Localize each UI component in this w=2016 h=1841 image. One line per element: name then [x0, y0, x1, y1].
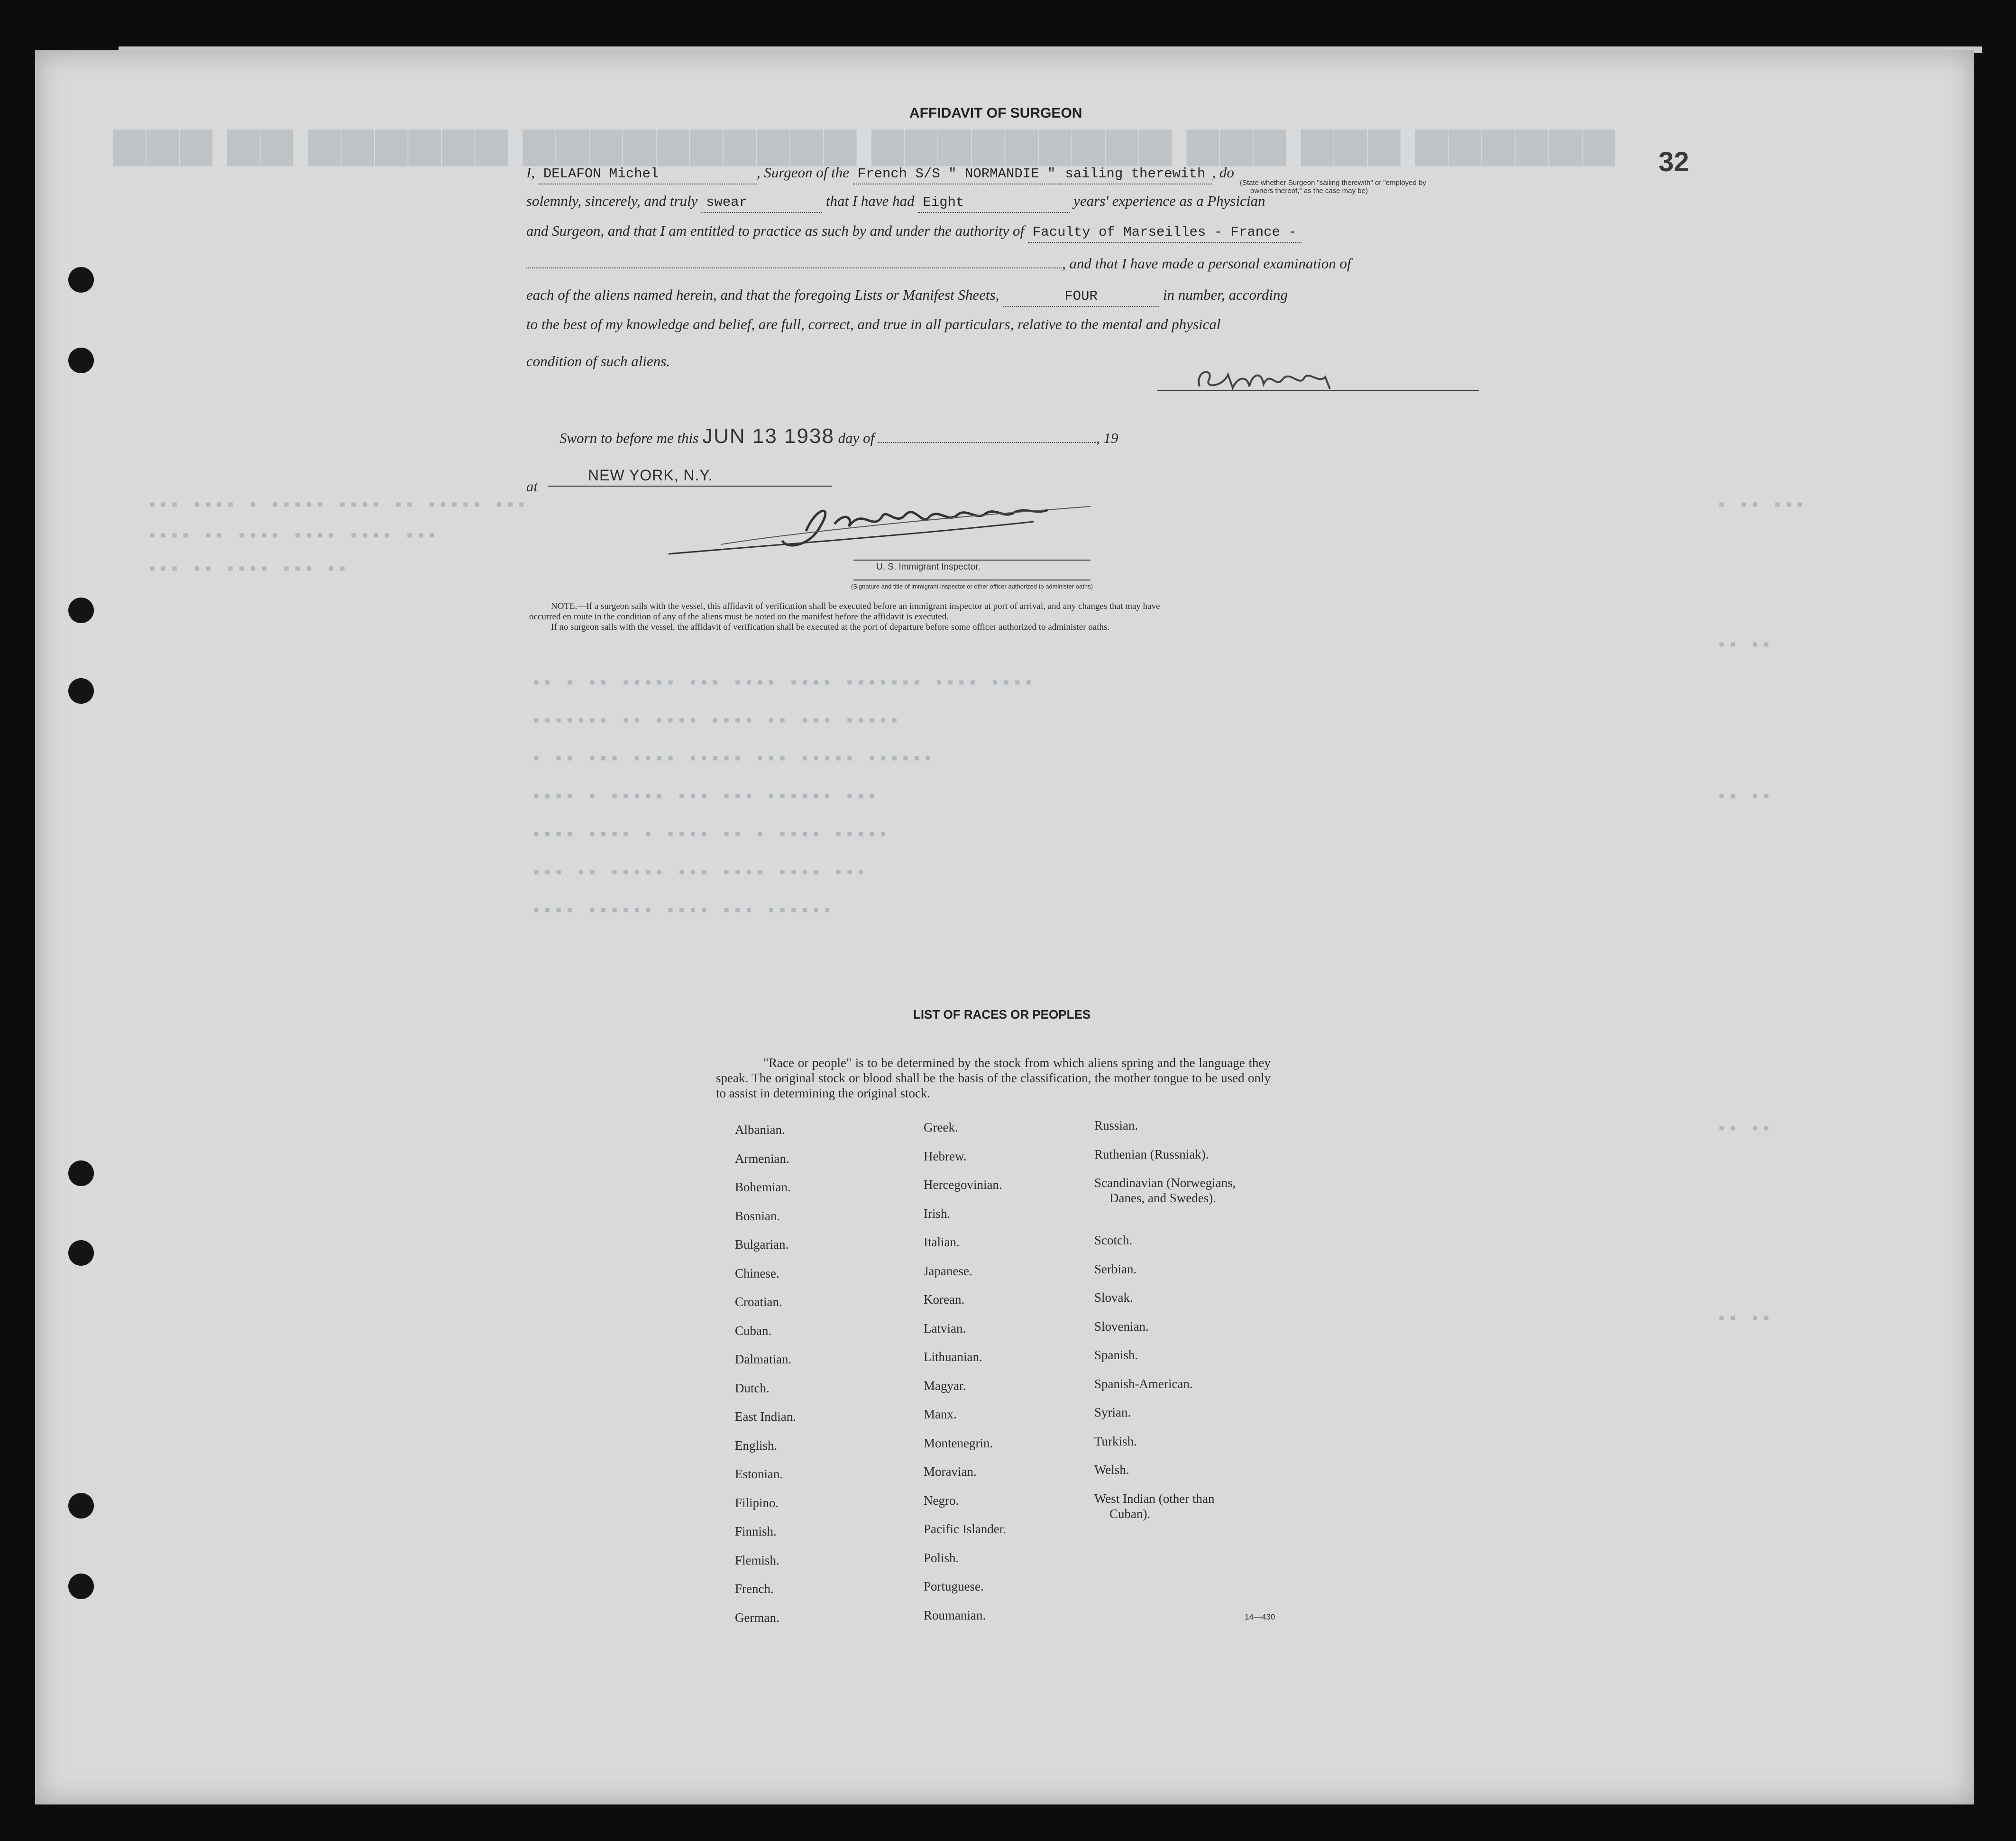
race-item: Turkish. [1094, 1434, 1137, 1448]
vessel-field-note [1240, 179, 1426, 195]
affidavit-title: AFFIDAVIT OF SURGEON [909, 105, 1082, 121]
race-item: English. [735, 1438, 778, 1453]
race-item: Montenegrin. [924, 1436, 993, 1450]
race-item: Bohemian. [735, 1180, 791, 1194]
surgeon-signature [1157, 360, 1479, 398]
race-item: Polish. [924, 1550, 959, 1565]
race-item: Scotch. [1094, 1233, 1133, 1247]
race-item: Armenian. [735, 1151, 789, 1166]
note-line-1: NOTE.—If a surgeon sails with the vessel, this affidavit of verification shall be executed before an immigrant inspector at port of arrival, and any changes that may have [551, 601, 1160, 611]
text: years' experience as a Physician [1073, 193, 1265, 209]
race-item: Chinese. [735, 1266, 779, 1280]
text: each of the aliens named herein, and that the foregoing Lists or Manifest Sheets, [526, 286, 999, 303]
race-item: Bulgarian. [735, 1237, 789, 1252]
race-item: Negro. [924, 1493, 959, 1508]
binder-hole [68, 1160, 94, 1186]
bleed-through-row: ▪▪▪▪ ▪ ▪▪▪▪▪ ▪▪▪ ▪▪▪ ▪▪▪▪▪▪ ▪▪▪ [531, 787, 878, 807]
race-item: Lithuanian. [924, 1350, 982, 1364]
text: at [526, 478, 538, 495]
place-underline [548, 486, 832, 487]
race-item: German. [735, 1610, 779, 1625]
races-column-1 [735, 1123, 796, 1639]
race-item: West Indian (other than [1094, 1491, 1215, 1506]
text: in number, according [1163, 286, 1288, 303]
place-field: NEW YORK, N.Y. [588, 467, 713, 484]
races-column-3 [1094, 1118, 1236, 1521]
race-item: Latvian. [924, 1321, 966, 1335]
race-item: Hebrew. [924, 1149, 967, 1163]
bleed-through-row: ▪▪▪▪ ▪▪ ▪▪▪▪ ▪▪▪▪ ▪▪▪▪ ▪▪▪ [147, 526, 438, 546]
bleed-through-row: ▪▪ ▪▪ [1716, 787, 1773, 807]
race-item: Welsh. [1094, 1463, 1129, 1477]
note-line-3: If no surgeon sails with the vessel, the affidavit of verification shall be executed at the port of departure before some officer authorized to administer oaths. [551, 622, 1110, 632]
bleed-through-row: ▪▪▪ ▪▪ ▪▪▪▪▪ ▪▪▪ ▪▪▪▪ ▪▪▪▪ ▪▪▪ [531, 863, 867, 883]
bleed-through-row: ▪ ▪▪ ▪▪▪ [1716, 496, 1806, 515]
race-item: Slovenian. [1094, 1319, 1149, 1334]
binder-hole [68, 267, 94, 293]
affidavit-line-5 [526, 285, 1288, 307]
race-item: Scandinavian (Norwegians, [1094, 1176, 1236, 1190]
race-item: Magyar. [924, 1378, 966, 1393]
binder-hole [68, 1574, 94, 1599]
text: , do [1212, 164, 1234, 181]
text: day of [838, 430, 875, 446]
inspector-title-note: (Signature and title of immigrant inspector or other officer authorized to administer oaths) [851, 583, 1093, 590]
race-item: Pacific Islander. [924, 1522, 1006, 1536]
race-item: East Indian. [735, 1409, 796, 1424]
race-item: Danes, and Swedes). [1109, 1191, 1216, 1205]
affidavit-line-3 [526, 221, 1301, 243]
race-item: Spanish-American. [1094, 1376, 1193, 1391]
bleed-through-row: ▪ ▪▪ ▪▪▪ ▪▪▪▪ ▪▪▪▪▪ ▪▪▪ ▪▪▪▪▪ ▪▪▪▪▪▪ [531, 749, 934, 769]
bleed-through-row: ▪▪▪ ▪▪ ▪▪▪▪ ▪▪▪ ▪▪ [147, 560, 348, 579]
affidavit-line-7: condition of such aliens. [526, 353, 670, 369]
race-item: Italian. [924, 1235, 960, 1249]
affidavit-note [529, 601, 1160, 633]
race-item: Roumanian. [924, 1608, 986, 1622]
race-item: Ruthenian (Russniak). [1094, 1147, 1209, 1161]
day-of-field [878, 429, 1096, 443]
text: , Surgeon of the [756, 164, 849, 181]
surgeon-name-field: DELAFON Michel [539, 165, 757, 184]
race-item: Korean. [924, 1292, 965, 1307]
oath-field: swear [701, 193, 822, 213]
note-line: (State whether Surgeon "sailing therewith" or "employed by [1240, 179, 1426, 187]
sheets-count-field: FOUR [1003, 287, 1159, 307]
race-item: Dalmatian. [735, 1352, 792, 1366]
binder-hole [68, 598, 94, 623]
race-item: Croatian. [735, 1295, 782, 1309]
bleed-through-row: ▪▪▪▪ ▪▪▪▪▪▪ ▪▪▪▪ ▪▪▪ ▪▪▪▪▪▪ [531, 901, 834, 920]
affidavit-line-4 [526, 254, 1351, 273]
text: and Surgeon, and that I am entitled to practice as such by and under the authority of [526, 222, 1025, 239]
vessel-field: French S/S " NORMANDIE " [853, 165, 1061, 184]
race-item: Spanish. [1094, 1348, 1138, 1362]
race-item: Filipino. [735, 1495, 779, 1510]
affidavit-line-6: to the best of my knowledge and belief, are full, correct, and true in all particulars, relative to the mental and physical [526, 316, 1221, 332]
race-item: Estonian. [735, 1467, 783, 1481]
bleed-through-row: ▪▪ ▪▪ [1716, 635, 1773, 655]
affidavit-line-1 [526, 163, 1234, 184]
note-line: owners thereof," as the case may be) [1250, 187, 1368, 195]
race-item: Flemish. [735, 1553, 779, 1567]
text: that I have had [825, 193, 915, 209]
race-item: Irish. [924, 1206, 951, 1221]
bleed-through-row: ▪▪▪▪ ▪▪▪▪ ▪ ▪▪▪▪ ▪▪ ▪ ▪▪▪▪ ▪▪▪▪▪ [531, 825, 889, 845]
authority-continuation-field [526, 254, 1062, 268]
authority-field: Faculty of Marseilles - France - [1028, 223, 1301, 243]
race-item: Portuguese. [924, 1579, 984, 1593]
date-stamp: JUN 13 1938 [702, 424, 834, 448]
text: solemnly, sincerely, and truly [526, 193, 698, 209]
bleed-through-row: ▪▪ ▪▪ [1716, 1119, 1773, 1139]
bleed-through-row: ▪▪▪▪▪▪▪ ▪▪ ▪▪▪▪ ▪▪▪▪ ▪▪ ▪▪▪ ▪▪▪▪▪ [531, 711, 900, 731]
race-item: French. [735, 1582, 774, 1596]
inspector-title: U. S. Immigrant Inspector. [876, 562, 981, 572]
races-column-2 [924, 1120, 1006, 1637]
race-item: Manx. [924, 1407, 957, 1421]
race-item: Hercegovinian. [924, 1178, 1002, 1192]
affidavit-line-2 [526, 192, 1265, 213]
race-item: Cuban. [735, 1323, 772, 1338]
inspector-underline [853, 560, 1090, 561]
binder-hole [68, 678, 94, 704]
races-title: LIST OF RACES OR PEOPLES [913, 1007, 1091, 1022]
bleed-through-row: ▪▪▪ ▪▪▪▪ ▪ ▪▪▪▪▪ ▪▪▪▪ ▪▪ ▪▪▪▪▪ ▪▪▪ [147, 496, 528, 515]
race-item: Serbian. [1094, 1261, 1137, 1276]
inspector-signature [664, 498, 1157, 560]
form-number: 14—430 [1245, 1612, 1275, 1621]
bleed-through-heading: ▆▆▆ ▆▆ ▆▆▆▆▆▆ ▆▆▆▆▆▆▆▆▆▆ ▆▆▆▆▆▆▆▆▆ ▆▆▆ ▆▆▆ ▆▆▆▆▆▆ [114, 120, 1617, 164]
text: , 19 [1096, 430, 1118, 446]
race-item: Japanese. [924, 1263, 972, 1278]
sworn-line [559, 424, 1118, 448]
text: I, [526, 164, 535, 181]
race-item: Syrian. [1094, 1405, 1131, 1419]
races-intro: "Race or people" is to be determined by the stock from which aliens spring and the language they speak. The original stock or blood shall be the basis of the classification, the mother tongue to be used only to assist in determining the original stock. [716, 1056, 1271, 1100]
race-item: Albanian. [735, 1123, 785, 1137]
bleed-through-row: ▪▪ ▪ ▪▪ ▪▪▪▪▪ ▪▪▪ ▪▪▪▪ ▪▪▪▪ ▪▪▪▪▪▪▪ ▪▪▪▪ ▪▪▪▪ [531, 673, 1035, 693]
race-item: Bosnian. [735, 1208, 780, 1223]
text: , and that I have made a personal examination of [1062, 255, 1351, 272]
race-item: Slovak. [1094, 1290, 1133, 1305]
race-item: Greek. [924, 1120, 958, 1134]
place-line [526, 477, 538, 496]
race-item: Moravian. [924, 1464, 977, 1479]
text: Sworn to before me this [559, 430, 699, 446]
page-number: 32 [1659, 147, 1689, 177]
binder-hole [68, 348, 94, 373]
bleed-through-row: ▪▪ ▪▪ [1716, 1309, 1773, 1328]
race-item: Russian. [1094, 1118, 1138, 1132]
race-item: Dutch. [735, 1381, 770, 1395]
years-field: Eight [918, 193, 1070, 213]
binder-hole [68, 1493, 94, 1519]
sailing-field: sailing therewith [1060, 165, 1212, 184]
race-item: Cuban). [1109, 1506, 1151, 1521]
race-item: Finnish. [735, 1524, 777, 1538]
binder-hole [68, 1240, 94, 1266]
note-line-2: occurred en route in the condition of any of the aliens must be noted on the manifest before the affidavit is executed. [529, 612, 949, 622]
